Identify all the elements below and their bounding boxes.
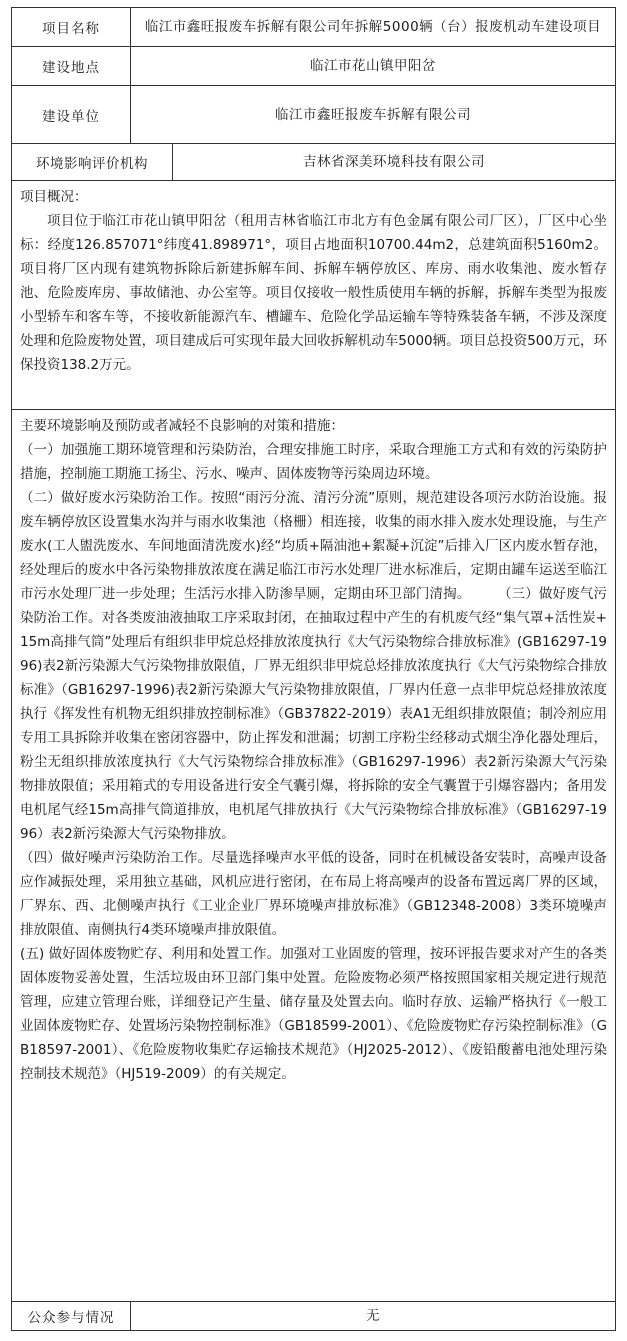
measures-noise: （四）做好噪声污染防治工作。尽量选择噪声水平低的设备，同时在机械设备安装时，高噪声设备应作减振处理，采用独立基础，风机应进行密闭，在布局上将高噪声的设备布置远离厂界的区域，厂界东、西、北侧噪声执行《工业企业厂界环境噪声排放标准》（GB12348-2008）3类环境噪声排放限值、南侧执行4类环境噪声排放限值。 — [20, 850, 607, 938]
row-location — [12, 47, 615, 86]
row-overview — [12, 181, 615, 410]
overview-text: 项目位于临江市花山镇甲阳岔（租用吉林省临江市北方有色金属有限公司厂区），厂区中心坐标：经度126.857071°纬度41.898971°，项目占地面积10700.44m2，总建筑面积5160m2。项目将厂区内现有建筑物拆除后新建拆解车间、拆解车辆停放区、库房、雨水收集池、废水暂存池、危险废库房、事故储池、办公室等。项目仅接收一般性质使用车辆的拆解，拆解车类型为报废小型轿车和客车等，不接收新能源汽车、槽罐车、危险化学品运输车等特殊装备车辆，不涉及深度处理和危险废物处置，项目建成后可实现年最大回收拆解机动车5000辆。项目总投资500万元，环保投资138.2万元。 — [20, 213, 607, 373]
project-name-label: 项目名称 — [12, 8, 131, 46]
public-participation-label: 公众参与情况 — [12, 1302, 131, 1330]
measures-section — [12, 410, 615, 1086]
measures-solid-waste: (五) 做好固体废物贮存、利用和处置工作。加强对工业固废的管理，按环评报告要求对产生的各类固体废物妥善处置，生活垃圾由环卫部门集中处置。危险废物必须严格按照国家相关规定进行规范管理，应建立管理台账，详细登记产生量、储存量及处置去向。临时存放、运输严格执行《一般工业固体废物贮存、处置场污染物控制标准》（GB18599-2001）、《危险废物贮存污染控制标准》（GB18597-2001）、《危险废物收集贮存运输技术规范》（HJ2025-2012）、《废铅酸蓄电池处理污染控制技术规范》（HJ519-2009）的有关规定。 — [20, 946, 607, 1082]
project-name-value: 临江市鑫旺报废车拆解有限公司年拆解5000辆（台）报废机动车建设项目 — [144, 19, 602, 35]
public-participation-value: 无 — [366, 1308, 380, 1324]
measures-heading: 主要环境影响及预防或者减轻不良影响的对策和措施： — [20, 418, 344, 434]
row-measures — [12, 410, 615, 1302]
eia-agency-value: 吉林省深美环境科技有限公司 — [303, 154, 485, 170]
row-eia-agency — [12, 144, 615, 181]
row-project-name — [12, 8, 615, 47]
row-builder — [12, 86, 615, 144]
eia-agency-label: 环境影响评价机构 — [12, 144, 173, 180]
row-public-participation — [12, 1302, 615, 1330]
builder-value: 临江市鑫旺报废车拆解有限公司 — [275, 106, 471, 123]
location-value: 临江市花山镇甲阳岔 — [310, 58, 436, 74]
measures-water-air: （二）做好废水污染防治工作。按照“雨污分流、清污分流”原则，规范建设各项污水防治设施。报废车辆停放区设置集水沟并与雨水收集池（格栅）相连接，收集的雨水排入废水处理设施，与生产废水(工人盥洗废水、车间地面清洗废水)经“均质+隔油池+絮凝+沉淀”后排入厂区内废水暂存池，经处理后的废水中各污染物排放浓度在满足临江市污水处理厂进水标准后，定期由罐车运送至临江市污水处理厂进一步处理；生活污水排入防渗旱厕，定期由环卫部门清掏。 （三）做好废气污染防治工作。对各类废油液抽取工序采取封闭，在抽取过程中产生的有机废气经“集气罩+活性炭+15m高排气筒”处理后有组织非甲烷总烃排放浓度执行《大气污染物综合排放标准》(GB16297-1996)表2新污染源大气污染物排放限值，厂界无组织非甲烷总烃排放浓度执行《大气污染物综合排放标准》（GB16297-1996)表2新污染源大气污染物排放限值，厂界内任意一点非甲烷总烃排放浓度执行《挥发性有机物无组织排放控制标准》（GB37822-2019）表A1无组织排放限值；制冷剂应用专用工具拆除并收集在密闭容器中，防止挥发和泄漏；切割工序粉尘经移动式烟尘净化器处理后，粉尘无组织排放浓度执行《大气污染物综合排放标准》（GB16297-1996）表2新污染源大气污染物排放限值；采用箱式的专用设备进行安全气囊引爆，将拆除的安全气囊置于引爆容器内；备用发电机尾气经15m高排气筒道排放，电机尾气排放执行《大气污染物综合排放标准》（GB16297-1996）表2新污染源大气污染物排放。 — [20, 490, 607, 842]
location-label: 建设地点 — [12, 47, 131, 85]
measures-construction: （一）加强施工期环境管理和污染防治，合理安排施工时序，采取合理施工方式和有效的污染防护措施，控制施工期施工扬尘、污水、噪声、固体废物等污染周边环境。 — [20, 442, 607, 482]
builder-label: 建设单位 — [12, 86, 131, 143]
info-table — [11, 7, 616, 1331]
overview-section — [12, 181, 615, 377]
overview-heading: 项目概况： — [20, 189, 88, 205]
